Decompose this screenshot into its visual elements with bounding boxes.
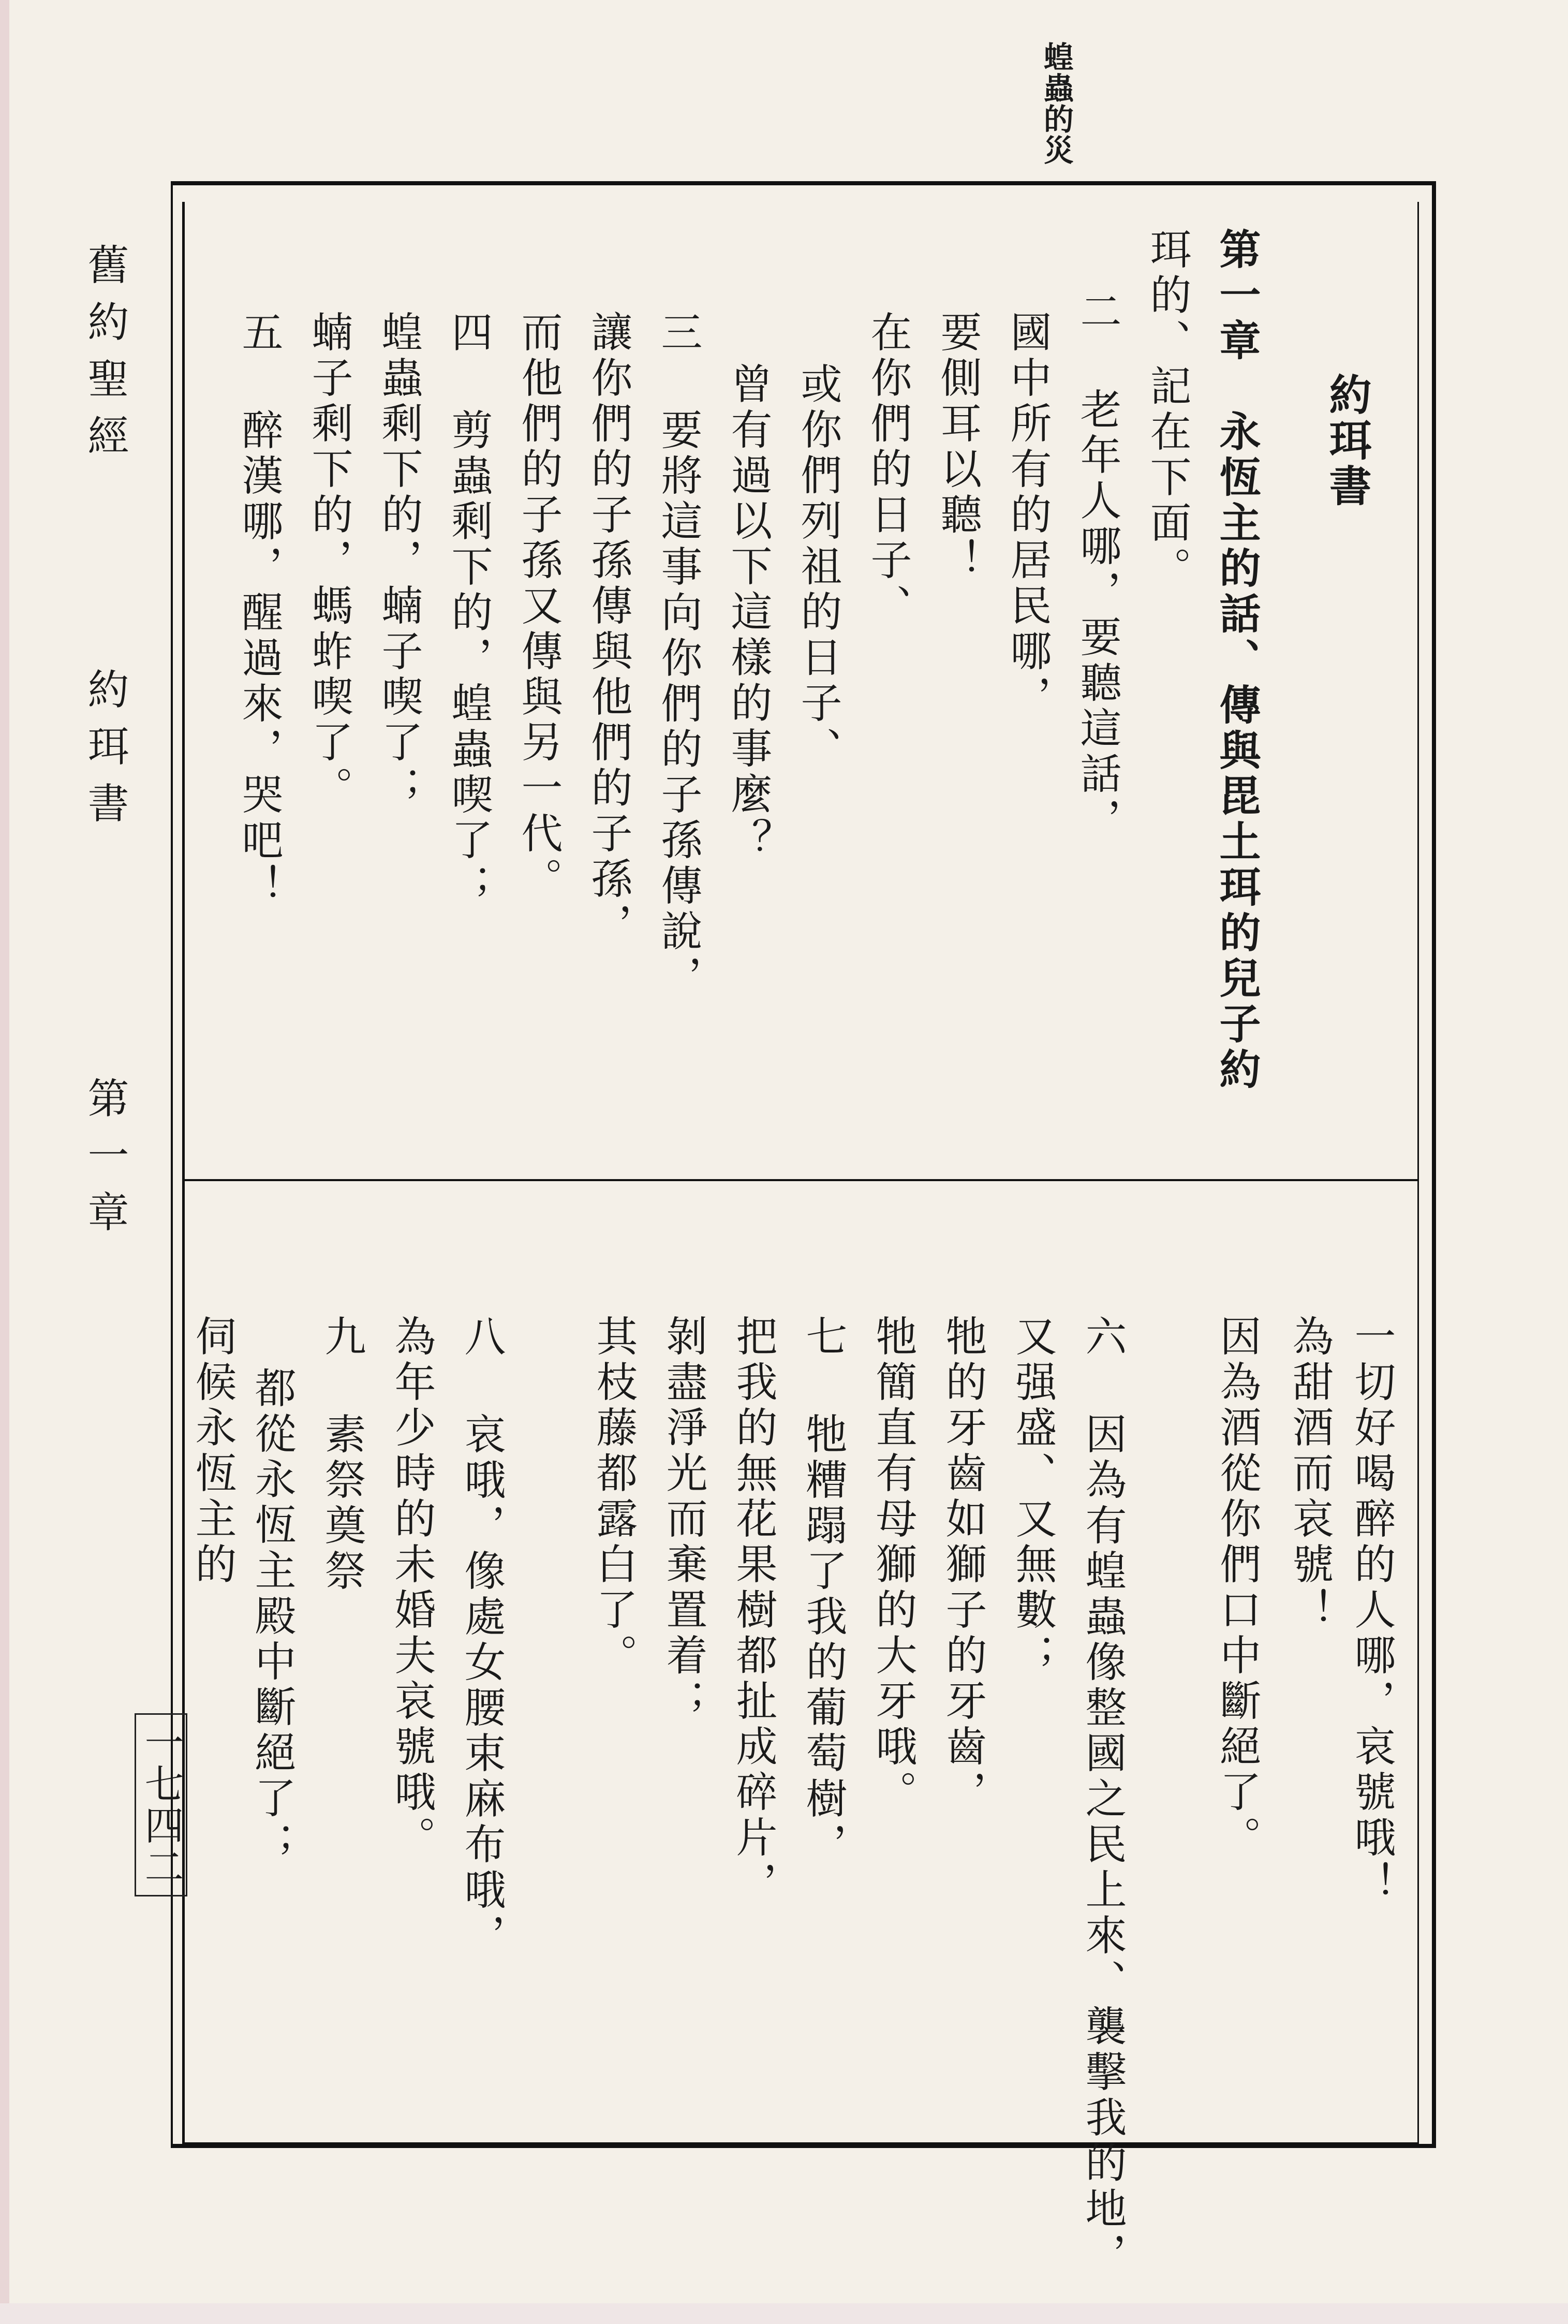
text-column: 要側耳以聽！ [934, 311, 982, 584]
text-column: 第一章 永恆主的話、傳與毘土珥的兒子約 [1212, 228, 1261, 1093]
text-column: 為甜酒而哀號！ [1285, 1315, 1334, 1634]
sidebar-bible-title: 舊約聖經 [81, 243, 129, 471]
text-column: 五 醉漢哪，醒過來，哭吧！ [235, 311, 283, 909]
text-column: 或你們列祖的日子、 [794, 362, 842, 772]
text-column: 其枝藤都露白了。 [589, 1315, 638, 1679]
sidebar-chapter: 第一章 [81, 1077, 129, 1247]
text-column: 剝盡淨光而棄置着； [659, 1315, 707, 1725]
text-column: 八 哀哦，像處女腰束麻布哦， [457, 1315, 506, 1959]
page-bottom-edge [0, 2303, 1568, 2324]
text-column: 在你們的日子、 [864, 311, 912, 629]
text-column: 都從永恆主殿中斷絕了； [248, 1366, 296, 1867]
text-column: 因為酒從你們口中斷絕了。 [1213, 1315, 1261, 1861]
text-column: 四 剪蟲剩下的，蝗蟲喫了； [445, 311, 493, 909]
text-column: 珥的、記在下面。 [1143, 228, 1191, 592]
text-column: 又强盛、又無數； [1009, 1315, 1057, 1679]
text-column: 伺候永恆主的 [188, 1315, 236, 1588]
text-column: 而他們的子孫又傳與另一代。 [514, 311, 563, 903]
book-title: 約珥書 [1322, 373, 1372, 509]
sidebar-book-name: 約珥書 [81, 668, 129, 839]
text-column: 牠的牙齒如獅子的牙齒， [939, 1315, 987, 1816]
page-number: 一七四二 [135, 1713, 187, 1896]
text-column: 國中所有的居民哪， [1003, 311, 1052, 720]
text-column: 七 牠糟蹋了我的葡萄樹， [799, 1315, 847, 1868]
text-column: 為年少時的未婚夫哀號哦。 [388, 1315, 436, 1861]
text-column: 蝻子剩下的，螞蚱喫了。 [305, 311, 353, 812]
text-column: 把我的無花果樹都扯成碎片， [729, 1315, 777, 1907]
text-column: 蝗蟲剩下的，蝻子喫了； [375, 311, 423, 812]
section-divider [182, 1179, 1419, 1181]
text-column: 九 素祭奠祭 [318, 1315, 366, 1595]
text-column: 二 老年人哪，要聽這話， [1073, 290, 1121, 843]
page-edge [0, 0, 9, 2324]
running-head: 蝗蟲的災 [1039, 41, 1074, 166]
text-column: 三 要將這事向你們的子孫傳說， [654, 311, 702, 1001]
text-column: 一切好喝醉的人哪，哀號哦！ [1348, 1315, 1396, 1907]
text-column: 牠簡直有母獅的大牙哦。 [869, 1315, 917, 1816]
text-column: 六 因為有蝗蟲像整國之民上來、襲擊我的地， [1078, 1315, 1127, 2278]
text-column: 讓你們的子孫傳與他們的子孫， [584, 311, 632, 948]
text-column: 曾有過以下這樣的事麼？ [724, 362, 772, 863]
